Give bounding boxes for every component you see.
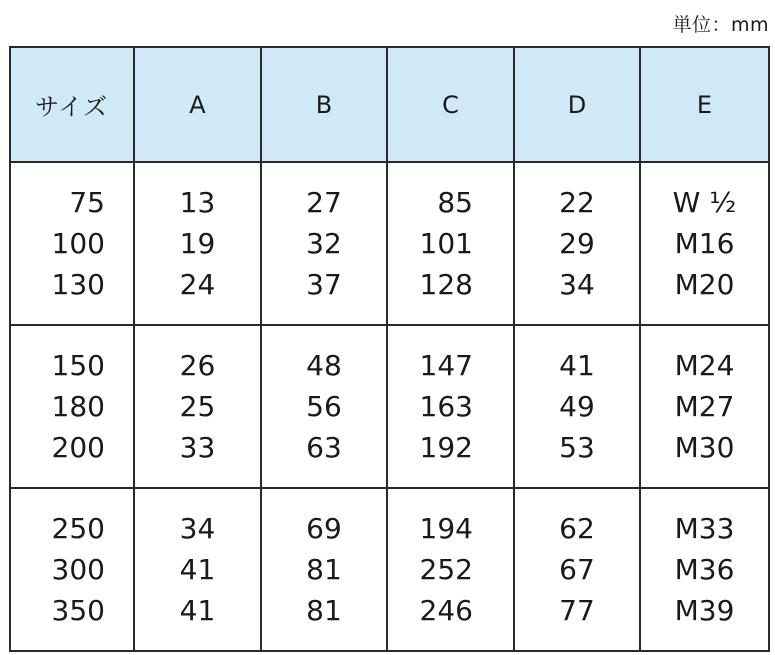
header-size: サイズ: [10, 47, 134, 162]
size-cell: [10, 162, 134, 325]
size-cell: [10, 488, 134, 651]
e-cell: [640, 162, 769, 325]
table-row: [10, 325, 769, 488]
d-value: 77: [559, 594, 595, 627]
a-value: 19: [179, 227, 216, 260]
size-value: 130: [51, 268, 105, 301]
d-value: 62: [559, 512, 595, 545]
b-value: 81: [306, 553, 342, 586]
a-value: 41: [179, 594, 216, 627]
d-cell: [514, 162, 640, 325]
c-value: 246: [419, 594, 473, 627]
b-value: 27: [306, 186, 342, 219]
b-value: 37: [306, 268, 342, 301]
c-value: 194: [419, 512, 473, 545]
a-value: 24: [179, 268, 216, 301]
a-value: 34: [179, 512, 216, 545]
size-value: 100: [51, 227, 105, 260]
c-value: 163: [419, 390, 473, 423]
size-value: 250: [51, 512, 105, 545]
c-value: 128: [419, 268, 473, 301]
d-value: 34: [559, 268, 595, 301]
a-cell: [134, 162, 261, 325]
d-value: 53: [559, 431, 595, 464]
e-cell: [640, 488, 769, 651]
a-value: 33: [179, 431, 216, 464]
size-value: 350: [51, 594, 105, 627]
header-e: E: [640, 47, 769, 162]
unit-label: 単位：mm: [672, 14, 769, 36]
d-cell: [514, 488, 640, 651]
c-value: 252: [419, 553, 473, 586]
e-value: M36: [674, 553, 735, 586]
c-value: 85: [437, 186, 473, 219]
d-value: 41: [559, 349, 595, 382]
e-value: M30: [674, 431, 735, 464]
size-value: 300: [51, 553, 105, 586]
dimension-table: [9, 46, 770, 652]
c-value: 147: [419, 349, 473, 382]
d-cell: [514, 325, 640, 488]
d-value: 22: [559, 186, 595, 219]
b-value: 81: [306, 594, 342, 627]
header-b: B: [261, 47, 387, 162]
b-cell: [261, 162, 387, 325]
e-value: W ½: [672, 186, 737, 219]
b-value: 48: [306, 349, 342, 382]
e-value: M16: [674, 227, 735, 260]
e-value: M20: [674, 268, 735, 301]
size-value: 150: [51, 349, 105, 382]
e-value: M33: [674, 512, 735, 545]
a-value: 26: [179, 349, 216, 382]
e-value: M27: [674, 390, 735, 423]
header-a: A: [134, 47, 261, 162]
header-c: C: [387, 47, 514, 162]
b-cell: [261, 488, 387, 651]
b-value: 32: [306, 227, 342, 260]
c-cell: [387, 162, 514, 325]
size-value: 75: [69, 186, 105, 219]
a-cell: [134, 488, 261, 651]
b-value: 63: [306, 431, 342, 464]
b-value: 69: [306, 512, 342, 545]
e-value: M39: [674, 594, 735, 627]
table-row: [10, 162, 769, 325]
b-cell: [261, 325, 387, 488]
a-value: 41: [179, 553, 216, 586]
size-value: 200: [51, 431, 105, 464]
table-header-row: [10, 47, 769, 162]
c-value: 192: [419, 431, 473, 464]
d-value: 67: [559, 553, 595, 586]
e-cell: [640, 325, 769, 488]
a-value: 25: [179, 390, 216, 423]
a-cell: [134, 325, 261, 488]
c-value: 101: [419, 227, 473, 260]
d-value: 49: [559, 390, 595, 423]
d-value: 29: [559, 227, 595, 260]
c-cell: [387, 488, 514, 651]
header-d: D: [514, 47, 640, 162]
c-cell: [387, 325, 514, 488]
size-cell: [10, 325, 134, 488]
b-value: 56: [306, 390, 342, 423]
a-value: 13: [179, 186, 216, 219]
table-row: [10, 488, 769, 651]
e-value: M24: [674, 349, 735, 382]
size-value: 180: [51, 390, 105, 423]
